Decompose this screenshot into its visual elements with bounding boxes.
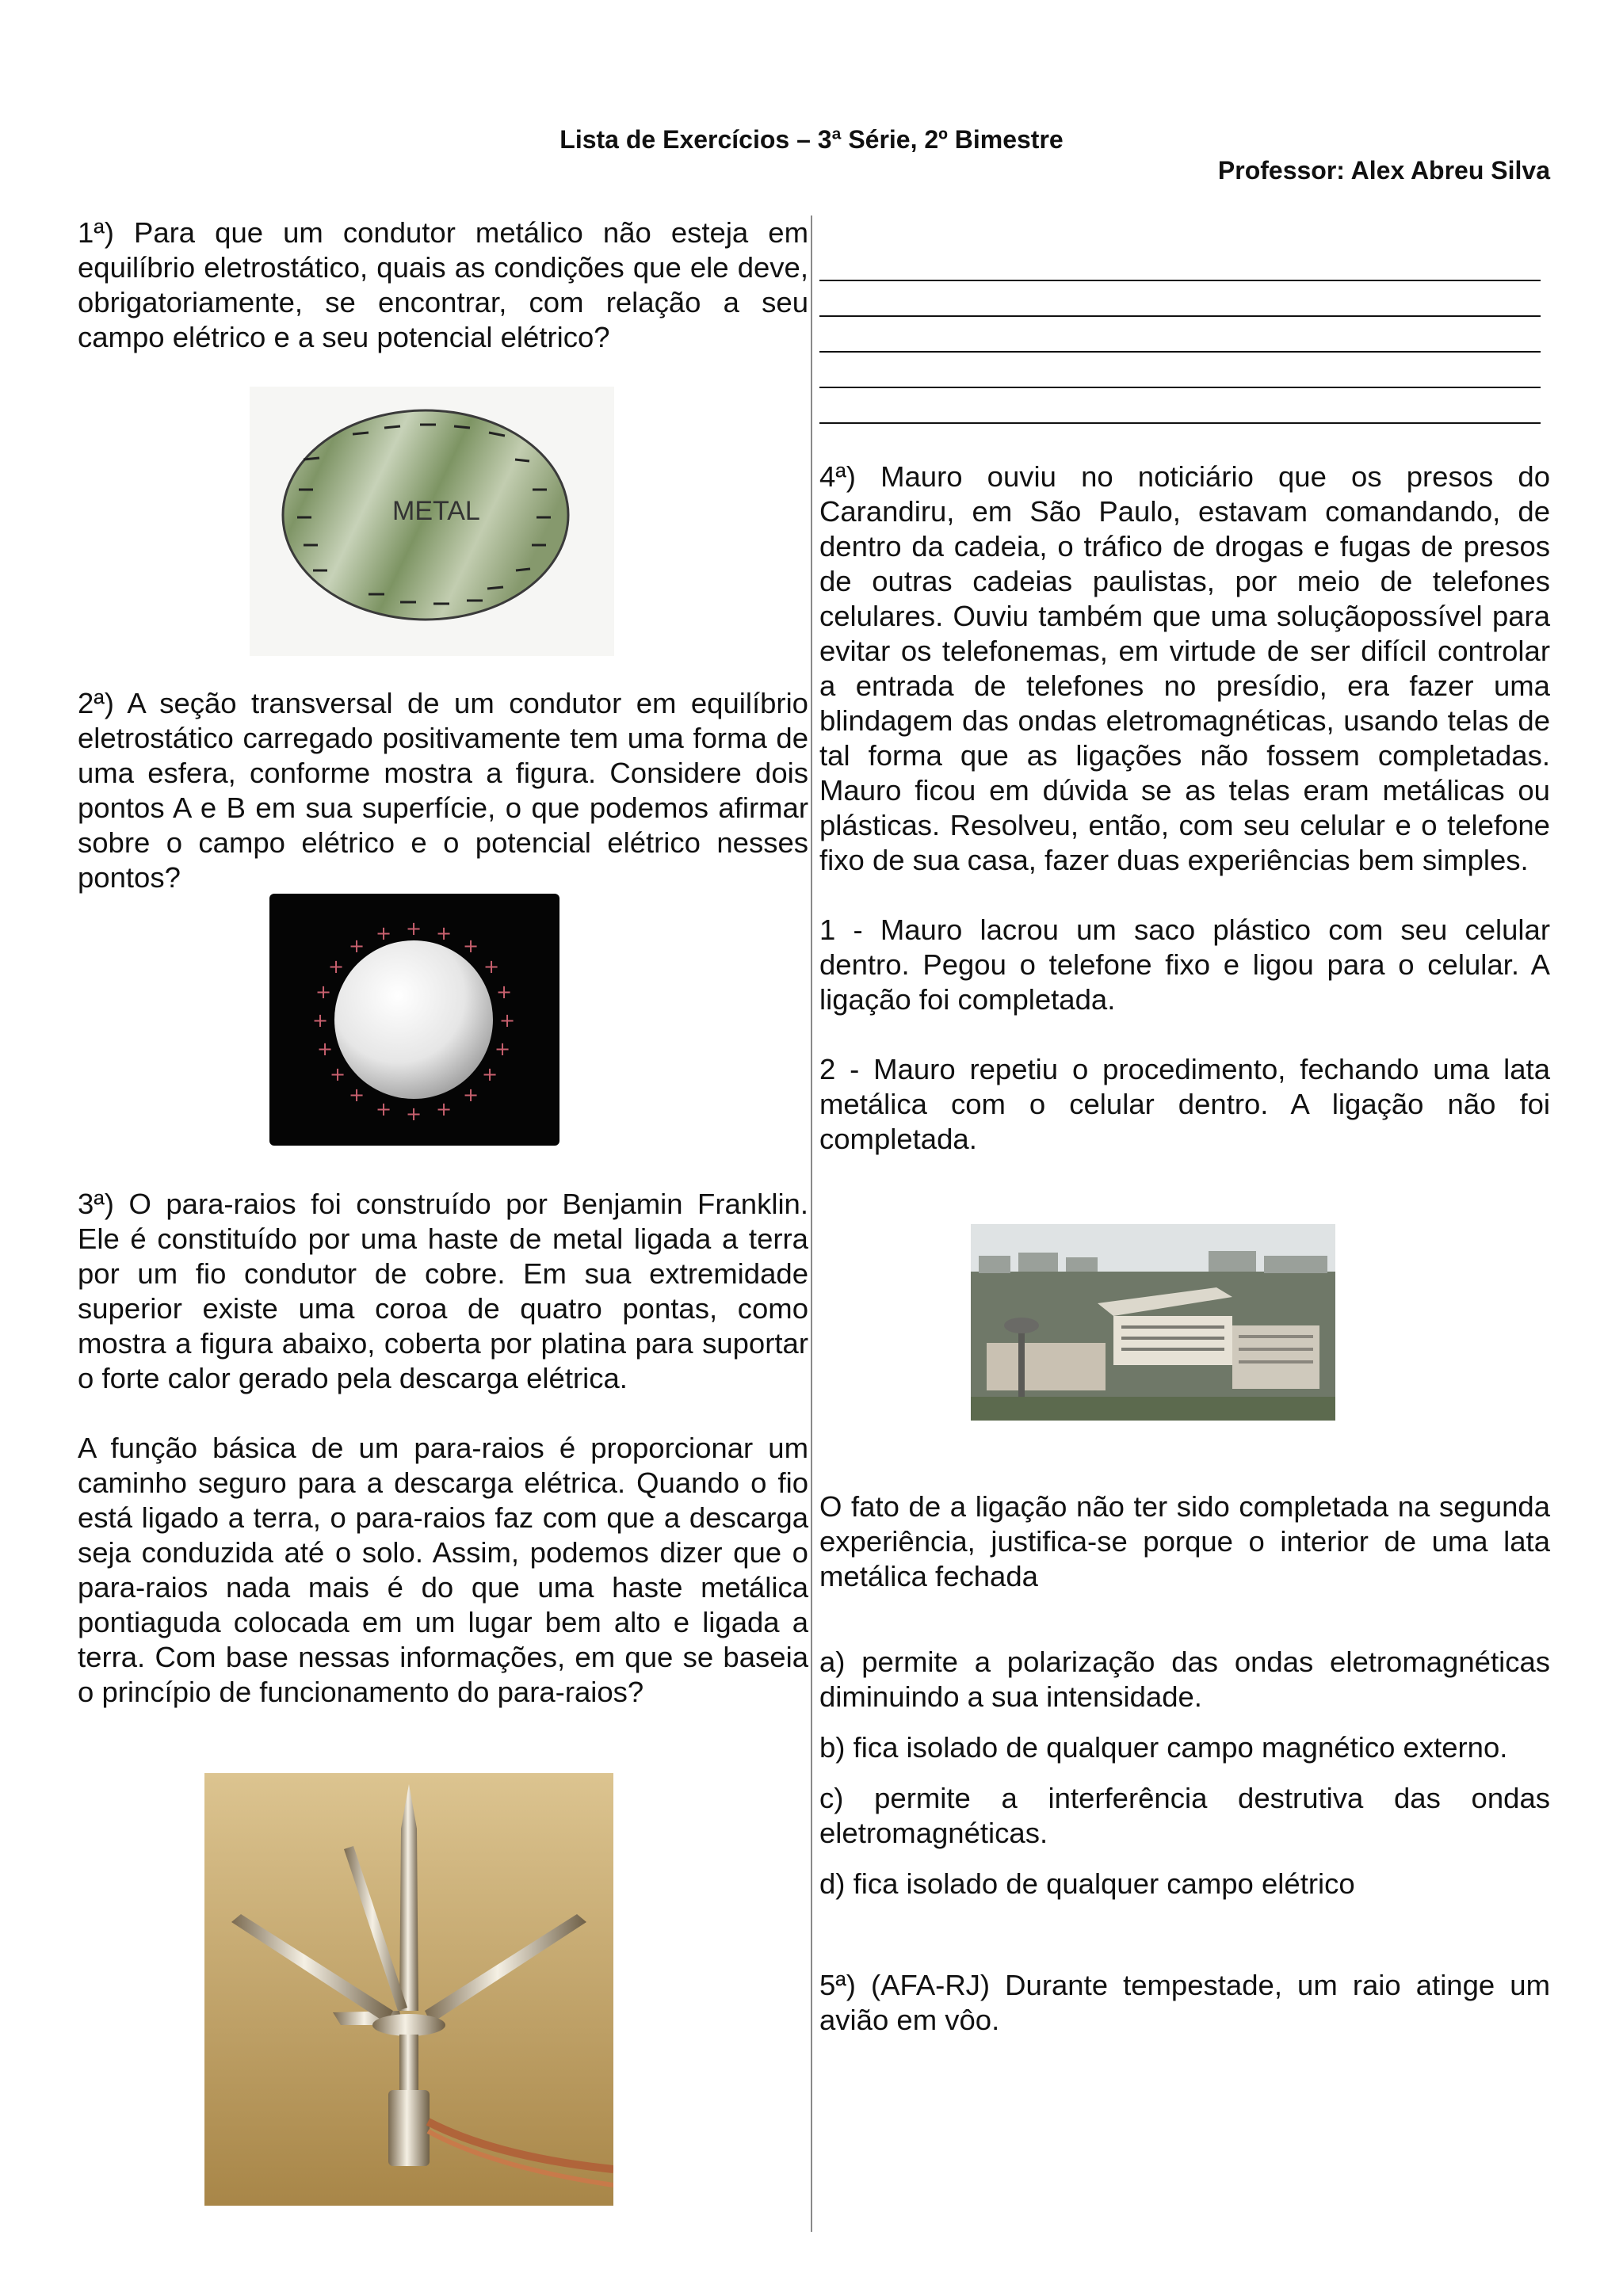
answer-line[interactable] [819, 281, 1541, 317]
svg-text:+: + [375, 922, 392, 944]
question-4-question [819, 1489, 1550, 1594]
lightning-rod-figure [204, 1773, 613, 2206]
svg-text:+: + [405, 1103, 422, 1125]
svg-text:+: + [481, 1063, 498, 1085]
question-2 [78, 686, 808, 895]
svg-text:+: + [316, 1038, 334, 1060]
answer-lines [819, 246, 1541, 424]
column-divider [811, 215, 812, 2232]
svg-text:+: + [315, 981, 332, 1003]
svg-text:+: + [462, 1084, 479, 1106]
svg-text:+: + [495, 981, 513, 1003]
svg-text:+: + [348, 935, 365, 957]
metal-conductor-figure [250, 387, 614, 656]
metal-label: METAL [392, 496, 480, 526]
svg-text:+: + [329, 1063, 346, 1085]
options-list [819, 1645, 1550, 1901]
svg-text:+: + [435, 922, 453, 944]
svg-text:+: + [498, 1009, 516, 1032]
question-4-intro: 4ª) Mauro ouviu no noticiário que os presos do Carandiru, em São Paulo, estavam comandando, de dentro da cadeia, o tráfico de drogas e fugas de presos de outras cadeias paulistas, por meio de telefones celulares. Ouviu também que uma soluçãopossível para evitar os telefonemas, em virtude de ser difícil controlar a entrada de telefones no presídio, era fazer uma blindagem das ondas eletromagnéticas, usando telas de tal forma que as ligações não fossem completadas. Mauro ficou em dúvida se as telas eram metálicas ou plásticas. Resolveu, então, com seu celular e o telefone fixo de sua casa, fazer duas experiências bem simples. [819, 460, 1550, 876]
page-title: Lista de Exercícios – 3ª Série, 2º Bimestre [559, 125, 1064, 154]
experiment-1: 1 - Mauro lacrou um saco plástico com seu celular dentro. Pegou o telefone fixo e ligou para o celular. A ligação foi completada. [819, 913, 1550, 1016]
question-2-text: 2ª) A seção transversal de um condutor em equilíbrio eletrostático carregado positivamente tem uma forma de uma esfera, conforme mostra a figura. Considere dois pontos A e B em sua superfície, o que podemos afirmar sobre o campo elétrico e o potencial elétrico nesses pontos? [78, 687, 808, 894]
experiment-2: 2 - Mauro repetiu o procedimento, fechando uma lata metálica com o celular dentro. A ligação não foi completada. [819, 1053, 1550, 1155]
svg-text:+: + [494, 1038, 511, 1060]
svg-text:+: + [375, 1098, 392, 1120]
option-b[interactable]: b) fica isolado de qualquer campo magnético externo. [819, 1731, 1508, 1764]
answer-line[interactable] [819, 388, 1541, 424]
question-3-text-1: 3ª) O para-raios foi construído por Benjamin Franklin. Ele é constituído por uma haste de metal ligada a terra por um fio condutor de cobre. Em sua extremidade superior existe uma coroa de quatro pontas, como mostra a figura abaixo, coberta por platina para suportar o forte calor gerado pela descarga elétrica. [78, 1188, 808, 1394]
option-c[interactable]: c) permite a interferência destrutiva das ondas eletromagnéticas. [819, 1782, 1550, 1849]
question-3 [78, 1187, 808, 1710]
svg-text:+: + [435, 1098, 453, 1120]
question-5-text: 5ª) (AFA-RJ) Durante tempestade, um raio atinge um avião em vôo. [819, 1969, 1550, 2036]
charged-sphere-figure [269, 894, 559, 1146]
svg-text:+: + [405, 917, 422, 940]
svg-text:+: + [327, 955, 345, 978]
answer-line[interactable] [819, 317, 1541, 353]
answer-line[interactable] [819, 246, 1541, 281]
option-d[interactable]: d) fica isolado de qualquer campo elétrico [819, 1867, 1355, 1900]
answer-line[interactable] [819, 353, 1541, 388]
svg-text:+: + [311, 1009, 329, 1032]
question-4 [819, 460, 1550, 1157]
prison-photo [971, 1224, 1335, 1421]
question-4-stem: O fato de a ligação não ter sido completada na segunda experiência, justifica-se porque o interior de uma lata metálica fechada [819, 1490, 1550, 1592]
professor-name: Professor: Alex Abreu Silva [1217, 156, 1550, 185]
svg-text:+: + [462, 935, 479, 957]
question-1 [78, 215, 808, 355]
question-1-text: 1ª) Para que um condutor metálico não esteja em equilíbrio eletrostático, quais as condições que ele deve, obrigatoriamente, se encontrar, com relação a seu campo elétrico e a seu potencial elétrico? [78, 216, 808, 353]
question-3-text-2: A função básica de um para-raios é proporcionar um caminho seguro para a descarga elétrica. Quando o fio está ligado a terra, o para-raios faz com que a descarga seja conduzida até o solo. Assim, podemos dizer que o para-raios nada mais é do que uma haste metálica pontiaguda colocada em um lugar bem alto e ligada a terra. Com base nessas informações, em que se baseia o princípio de funcionamento do para-raios? [78, 1432, 808, 1708]
question-5 [819, 1968, 1550, 2038]
svg-text:+: + [483, 955, 500, 978]
option-a[interactable]: a) permite a polarização das ondas eletromagnéticas diminuindo a sua intensidade. [819, 1646, 1550, 1713]
svg-text:+: + [348, 1084, 365, 1106]
